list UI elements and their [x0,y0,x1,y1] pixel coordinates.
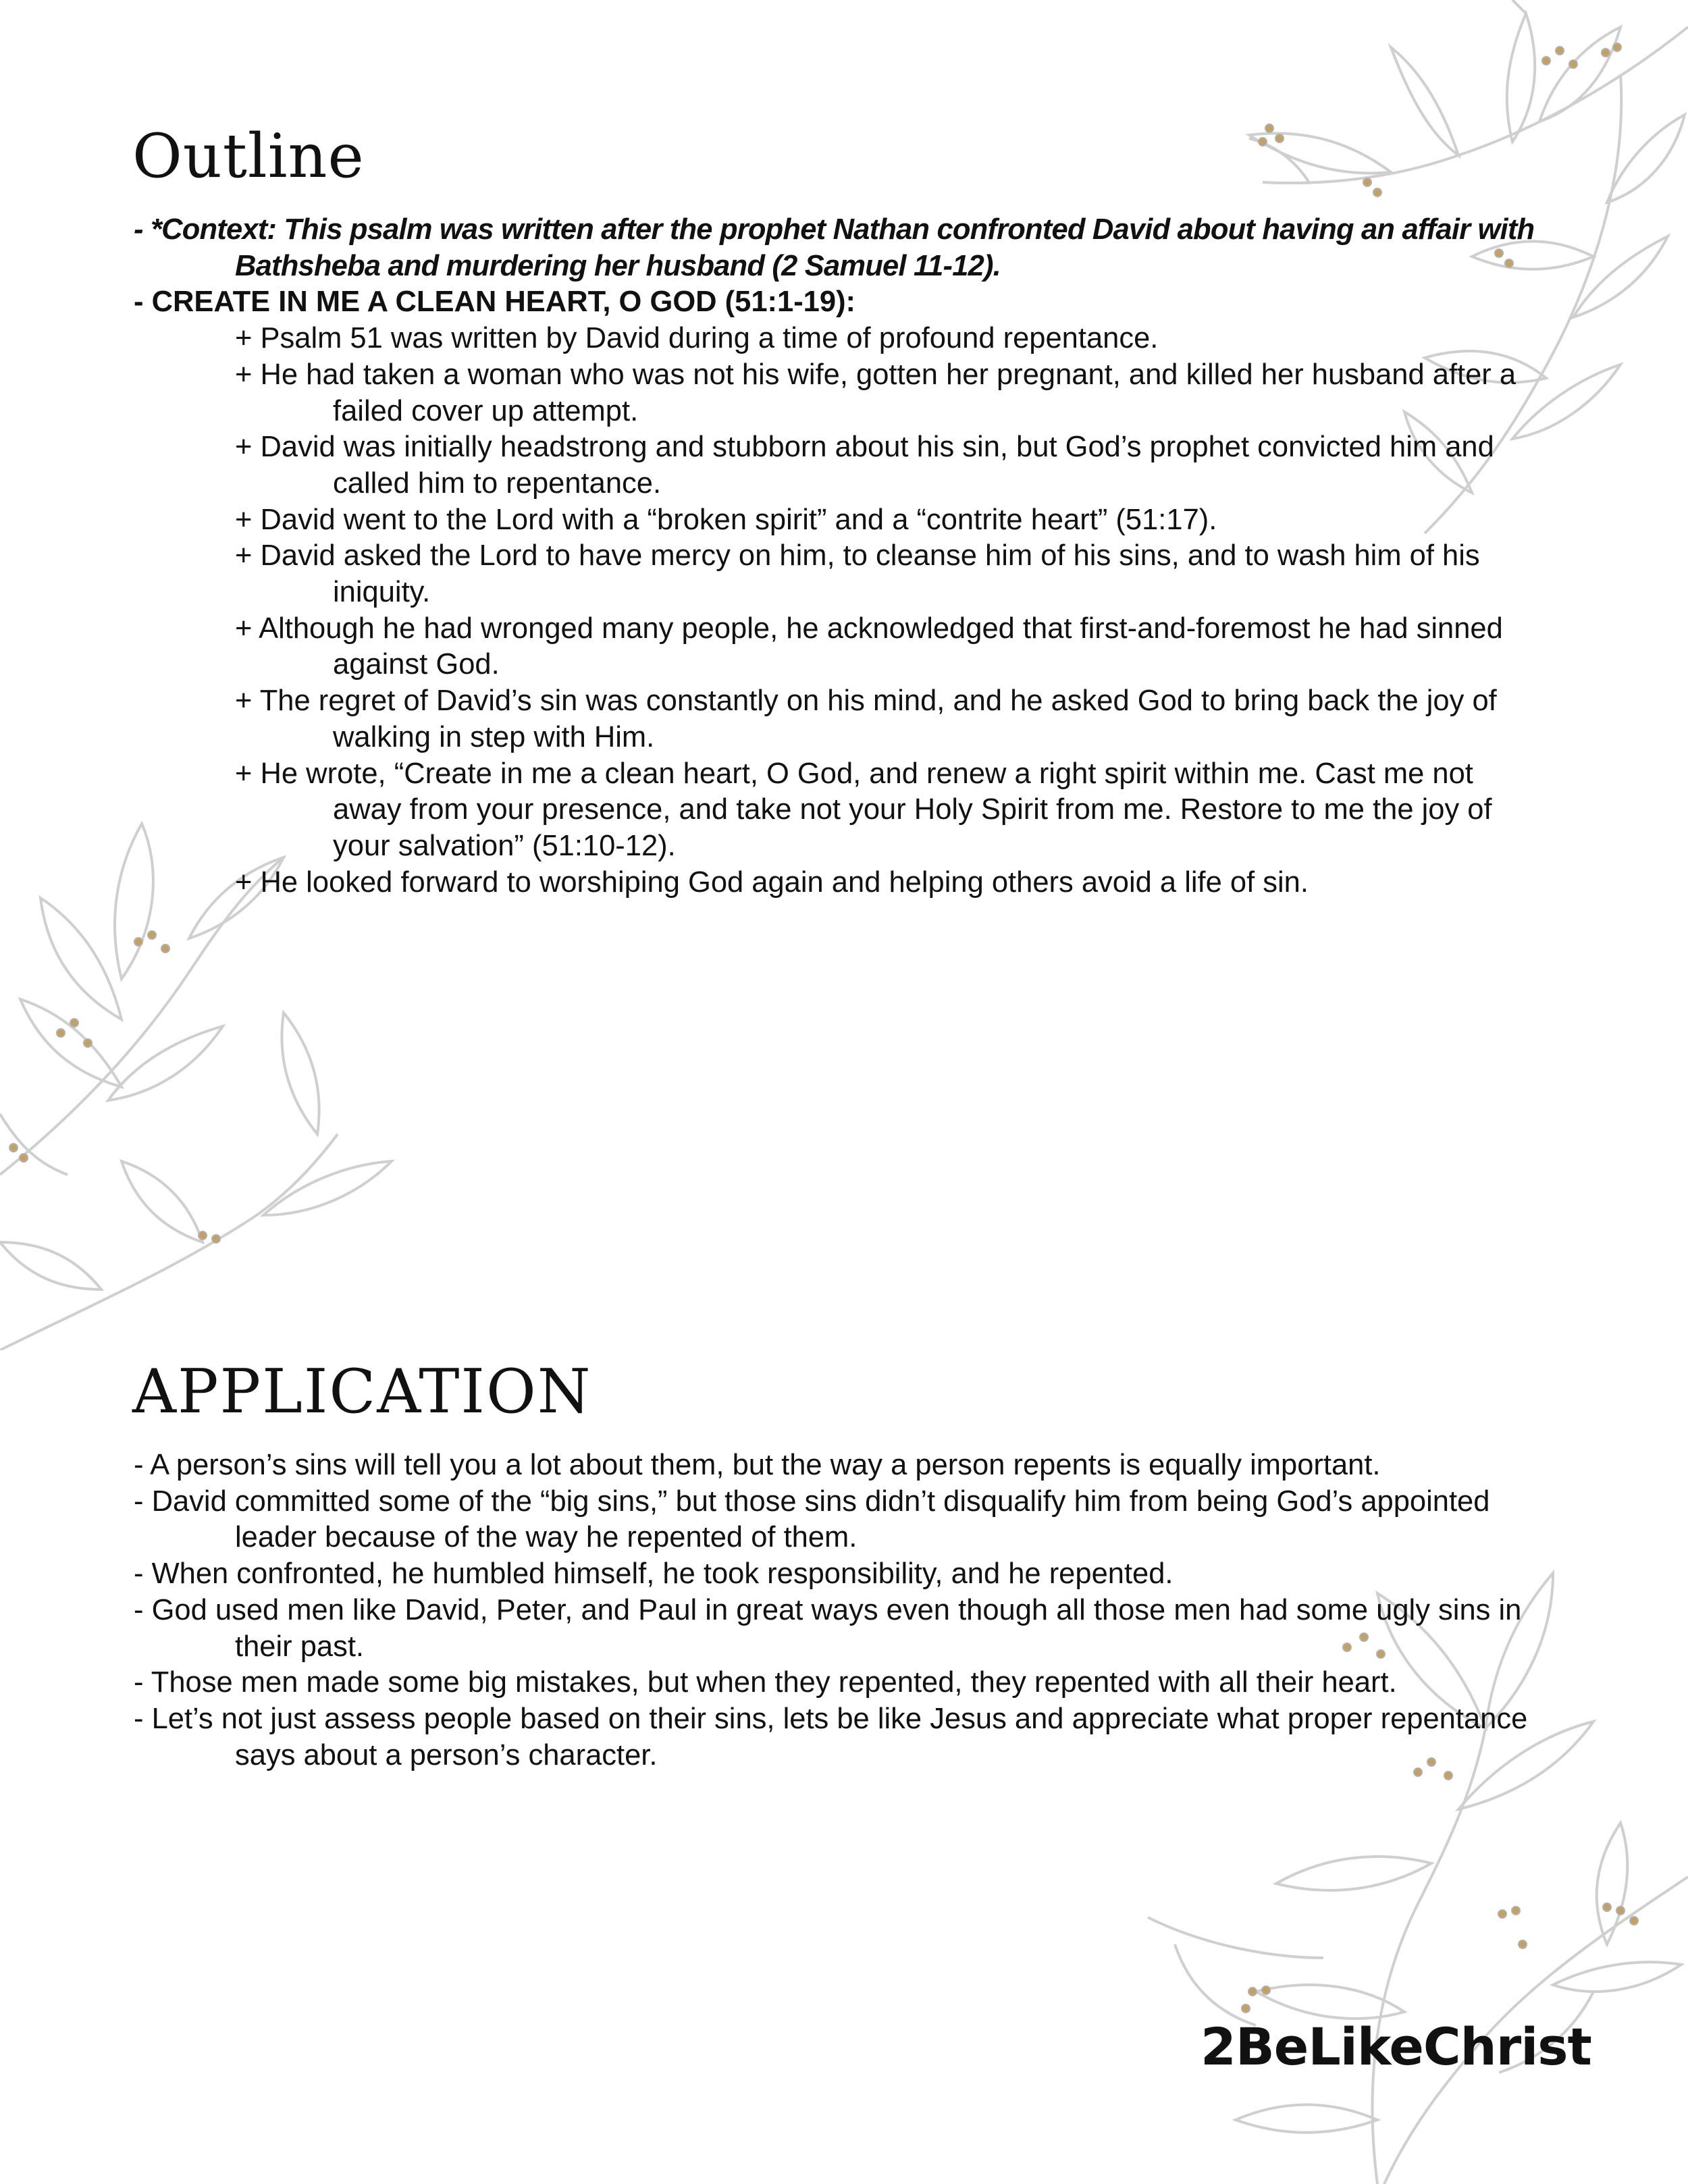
application-list [134,1447,1558,1774]
point-line: + He had taken a woman who was not his wife, gotten her pregnant, and killed her husband after a [235,358,1516,391]
outline-point [134,683,1558,755]
outline-point [134,357,1558,429]
outline-point [134,321,1558,357]
point-line: your salvation” (51:10-12). [333,829,676,862]
application-line: leader because of the way he repented of them. [235,1521,858,1554]
point-line: + David asked the Lord to have mercy on him, to cleanse him of his sins, and to wash him of his [235,539,1480,572]
brand-logo: 2BeLikeChrist [1201,2017,1591,2077]
point-line: walking in step with Him. [333,720,655,753]
point-line: + David went to the Lord with a “broken spirit” and a “contrite heart” (51:17). [235,503,1217,536]
context-line: - *Context: This psalm was written after the prophet Nathan confronted David about having an affair with [134,213,1535,246]
application-point [134,1593,1558,1665]
application-line: - Let’s not just assess people based on their sins, lets be like Jesus and appreciate what proper repentance [134,1702,1528,1735]
application-line: their past. [235,1630,365,1663]
application-point [134,1484,1558,1556]
outline-point [134,538,1558,610]
application-line: - David committed some of the “big sins,” but those sins didn’t disqualify him from being God’s appointed [134,1485,1490,1518]
point-line: iniquity. [333,576,431,609]
outline-point [134,756,1558,865]
outline-heading: Outline [132,121,365,192]
application-point [134,1665,1558,1701]
context-line: Bathsheba and murdering her husband (2 Samuel 11-12). [235,249,1001,282]
point-line: + Although he had wronged many people, he acknowledged that first-and-foremost he had sinned [235,612,1503,645]
application-line: - God used men like David, Peter, and Paul in great ways even though all those men had some ugly sins in [134,1593,1522,1626]
point-line: failed cover up attempt. [333,394,639,427]
outline-point [134,502,1558,539]
outline-point [134,429,1558,502]
point-line: away from your presence, and take not your Holy Spirit from me. Restore to me the joy of [333,793,1492,826]
application-heading: APPLICATION [132,1356,592,1427]
application-line: - When confronted, he humbled himself, he took responsibility, and he repented. [134,1557,1173,1591]
point-line: + He wrote, “Create in me a clean heart, O God, and renew a right spirit within me. Cast me not [235,757,1473,790]
point-line: against God. [333,648,500,681]
outline-list [134,212,1558,901]
context-note [134,212,1558,284]
section-heading [134,284,1558,321]
section-title: - CREATE IN ME A CLEAN HEART, O GOD (51:1-19): [134,286,856,319]
application-line: - A person’s sins will tell you a lot about them, but the way a person repents is equally important. [134,1449,1381,1481]
point-line: + David was initially headstrong and stubborn about his sin, but God’s prophet convicted him and [235,431,1494,464]
application-point [134,1447,1558,1484]
point-line: + The regret of David’s sin was constantly on his mind, and he asked God to bring back the joy of [235,685,1497,718]
point-line: + Psalm 51 was written by David during a time of profound repentance. [235,322,1159,355]
outline-point [134,865,1558,901]
application-point [134,1701,1558,1774]
application-line: says about a person’s character. [235,1738,658,1772]
point-line: called him to repentance. [333,467,662,500]
application-point [134,1556,1558,1593]
outline-point [134,611,1558,683]
point-line: + He looked forward to worshiping God again and helping others avoid a life of sin. [235,865,1309,899]
application-line: - Those men made some big mistakes, but when they repented, they repented with all their heart. [134,1666,1397,1699]
